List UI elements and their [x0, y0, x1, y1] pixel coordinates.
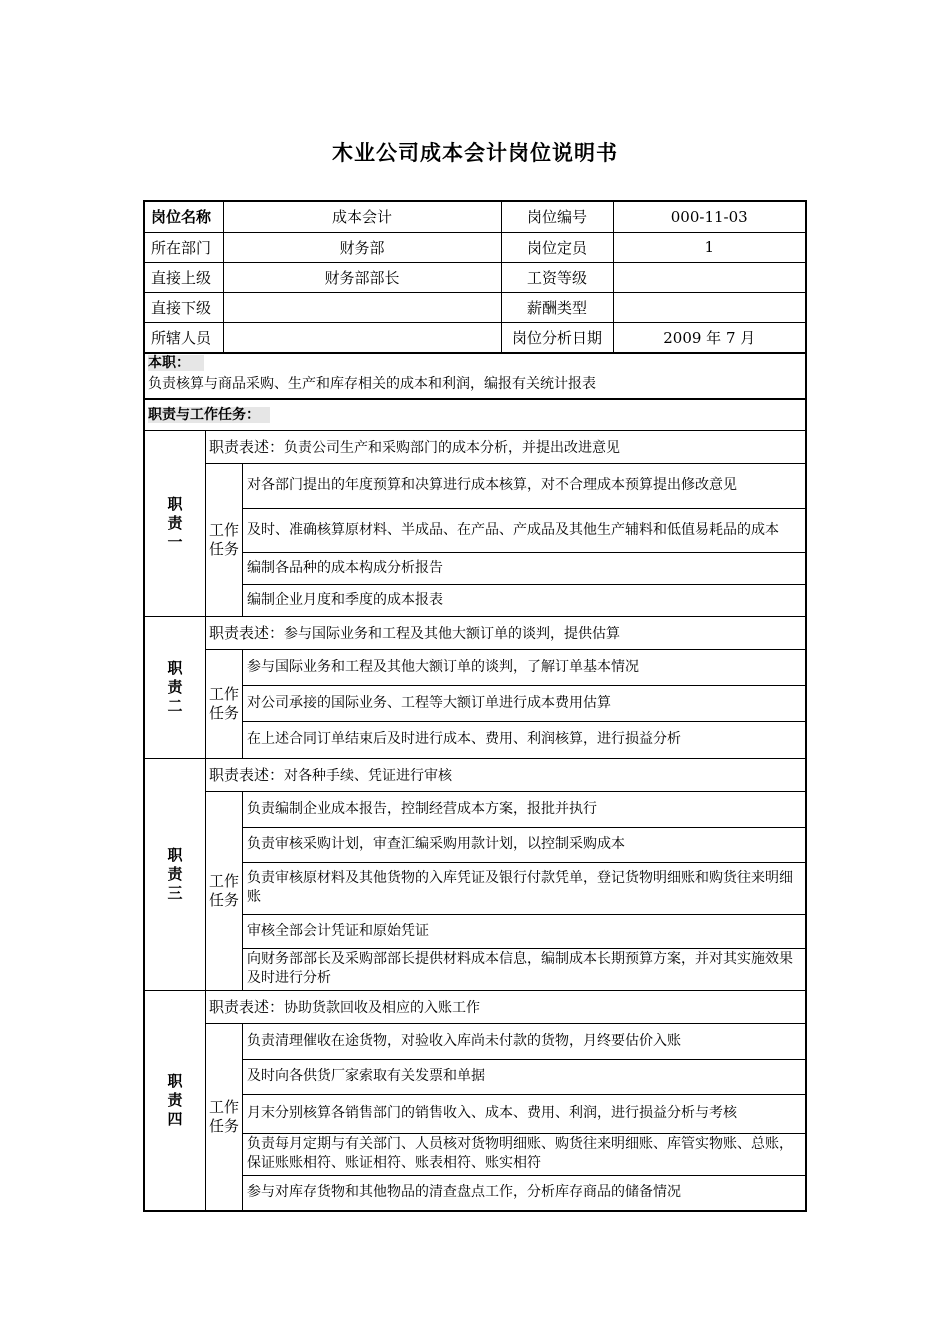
duty-desc-label: 职责表述： [209, 437, 285, 456]
duty-desc-label: 职责表述： [209, 765, 285, 784]
job-description-table [143, 200, 807, 1212]
duty-block-3 [145, 758, 805, 990]
info-row [145, 262, 805, 292]
info-value: 财务部 [223, 232, 501, 262]
info-row [145, 292, 805, 322]
duty-description [206, 431, 805, 464]
task-item: 对各部门提出的年度预算和决算进行成本核算，对不合理成本预算提出修改意见 [243, 464, 805, 509]
duty-label [145, 431, 206, 616]
info-value-2: 000-11-03 [613, 202, 805, 232]
task-label [206, 792, 243, 990]
info-value-2 [613, 292, 805, 322]
duty-description [206, 617, 805, 650]
document-title: 木业公司成本会计岗位说明书 [332, 141, 618, 165]
info-label: 岗位名称 [145, 202, 223, 232]
task-item: 负责审核采购计划，审查汇编采购用款计划，以控制采购成本 [243, 828, 805, 863]
info-label-2: 岗位分析日期 [501, 322, 613, 352]
duty-description [206, 759, 805, 792]
info-label-2: 岗位编号 [501, 202, 613, 232]
duty-label [145, 617, 206, 758]
duty-desc-label: 职责表述： [209, 623, 285, 642]
task-item: 对公司承接的国际业务、工程等大额订单进行成本费用估算 [243, 686, 805, 722]
task-label [206, 464, 243, 616]
duty-description [206, 991, 805, 1024]
task-item: 及时、准确核算原材料、半成品、在产品、产成品及其他生产辅料和低值易耗品的成本 [243, 509, 805, 553]
duty-desc-text: 对各种手续、凭证进行审核 [284, 767, 453, 784]
task-item: 负责清理催收在途货物，对验收入库尚未付款的货物，月终要估价入账 [243, 1024, 805, 1060]
info-label-2: 岗位定员 [501, 232, 613, 262]
duty-name: 职责一 [167, 494, 183, 551]
duty-desc-text: 参与国际业务和工程及其他大额订单的谈判，提供估算 [284, 625, 621, 642]
task-item: 向财务部部长及采购部部长提供材料成本信息，编制成本长期预算方案，并对其实施效果及时进行分析 [247, 951, 793, 986]
duty-desc-text: 协助货款回收及相应的入账工作 [284, 999, 481, 1016]
task-item: 负责审核原材料及其他货物的入库凭证及银行付款凭单，登记货物明细账和购货往来明细账 [243, 863, 805, 915]
task-item: 编制各品种的成本构成分析报告 [243, 553, 805, 585]
duty-block-4 [145, 990, 805, 1210]
info-label: 直接上级 [145, 262, 223, 292]
task-list [243, 650, 805, 758]
task-label [206, 650, 243, 758]
info-label-2: 薪酬类型 [501, 292, 613, 322]
task-label-text: 工作任务 [208, 1097, 239, 1135]
duty-block-1 [145, 430, 805, 616]
info-value-2: 1 [613, 232, 805, 262]
info-row [145, 232, 805, 262]
info-value [223, 322, 501, 352]
task-label-text: 工作任务 [208, 684, 239, 722]
duty-desc-text: 负责公司生产和采购部门的成本分析，并提出改进意见 [284, 439, 621, 456]
task-item: 负责编制企业成本报告，控制经营成本方案，报批并执行 [243, 792, 805, 828]
task-list [243, 1024, 805, 1210]
duty-label [145, 759, 206, 990]
info-label: 直接下级 [145, 292, 223, 322]
task-label-text: 工作任务 [208, 520, 239, 558]
task-item: 审核全部会计凭证和原始凭证 [243, 915, 805, 949]
task-item: 在上述合同订单结束后及时进行成本、费用、利润核算，进行损益分析 [247, 731, 681, 747]
duty-desc-label: 职责表述： [209, 997, 285, 1016]
info-value-2: 2009 年 7 月 [613, 322, 805, 352]
task-item: 参与国际业务和工程及其他大额订单的谈判，了解订单基本情况 [243, 650, 805, 686]
info-label: 所辖人员 [145, 322, 223, 352]
summary-heading-text: 本职： [148, 355, 204, 371]
info-value-2 [613, 262, 805, 292]
task-item: 参与对库存货物和其他物品的清查盘点工作，分析库存商品的储备情况 [247, 1184, 681, 1200]
task-label-text: 工作任务 [208, 871, 239, 909]
info-value: 成本会计 [223, 202, 501, 232]
info-value: 财务部部长 [223, 262, 501, 292]
task-item: 编制企业月度和季度的成本报表 [247, 591, 443, 608]
task-item: 及时向各供货厂家索取有关发票和单据 [243, 1060, 805, 1095]
info-row [145, 202, 805, 232]
duties-heading [145, 398, 805, 430]
duty-label [145, 991, 206, 1210]
task-list [243, 792, 805, 990]
task-item: 负责每月定期与有关部门、人员核对货物明细账、购货往来明细账、库管实物账、总账，保证账账相符、账证相符、账表相符、账实相符 [243, 1134, 805, 1176]
task-label [206, 1024, 243, 1210]
duty-name: 职责四 [167, 1071, 183, 1128]
info-row [145, 322, 805, 352]
duties-heading-text: 职责与工作任务： [148, 407, 270, 423]
summary-heading [145, 353, 805, 372]
task-list [243, 464, 805, 616]
basic-info-table [145, 202, 805, 353]
task-item: 月末分别核算各销售部门的销售收入、成本、费用、利润，进行损益分析与考核 [243, 1095, 805, 1134]
duty-name: 职责二 [167, 658, 183, 715]
info-label-2: 工资等级 [501, 262, 613, 292]
duty-block-2 [145, 616, 805, 758]
info-label: 所在部门 [145, 232, 223, 262]
duty-name: 职责三 [167, 845, 183, 902]
summary-text: 负责核算与商品采购、生产和库存相关的成本和利润，编报有关统计报表 [148, 375, 596, 392]
info-value [223, 292, 501, 322]
